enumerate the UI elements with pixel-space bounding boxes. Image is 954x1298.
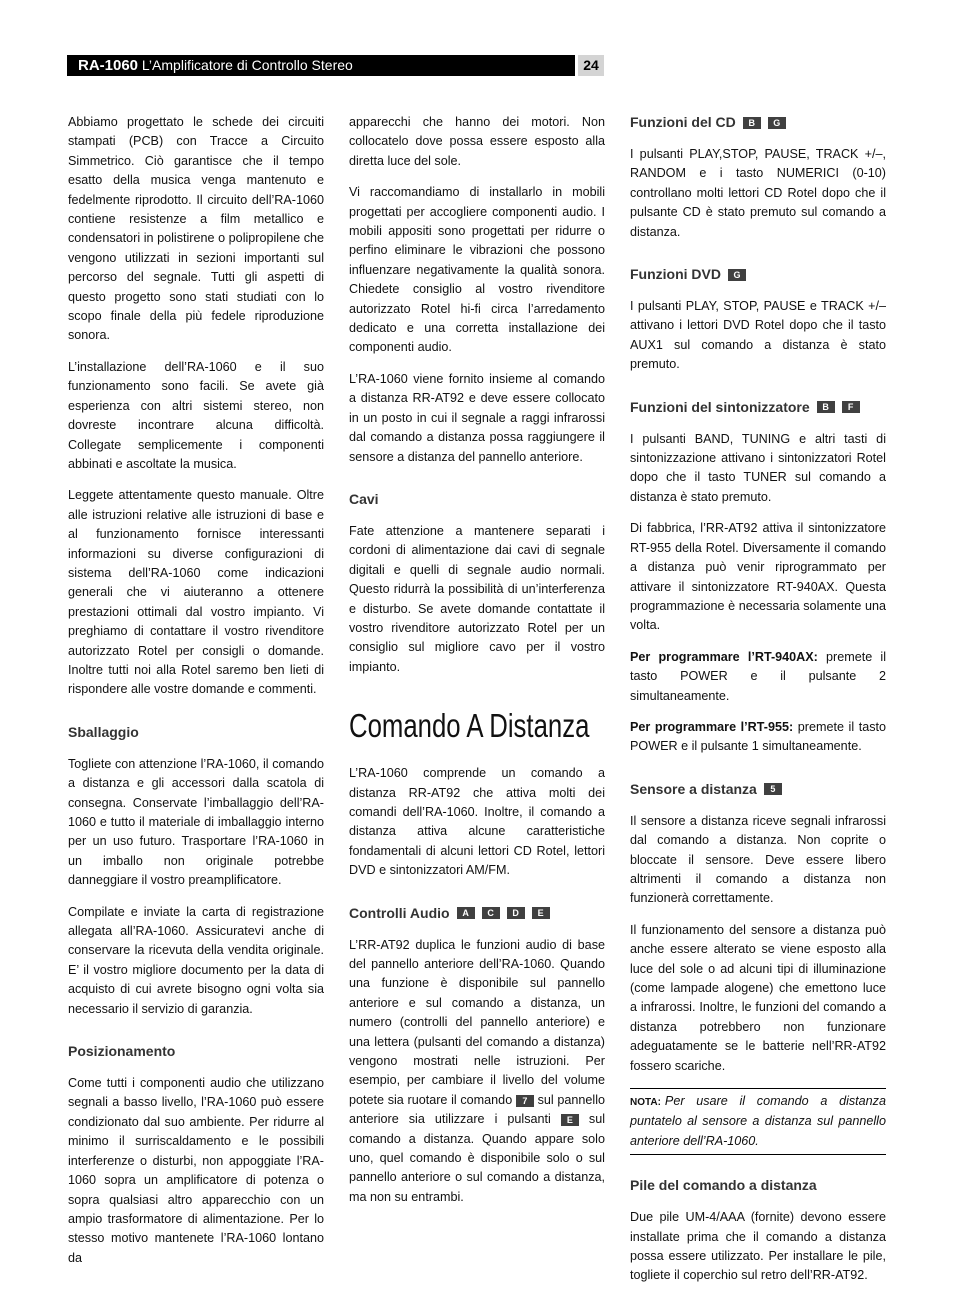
paragraph — [349, 936, 605, 1208]
heading-text: Funzioni DVD — [630, 266, 721, 283]
note-text: Per usare il comando a distanza puntatelo al sensore a distanza sul pannello anteriore dell’RA-1060. — [630, 1094, 886, 1148]
paragraph: Vi raccomandiamo di installarlo in mobili progettati per accogliere componenti audio. I mobili appositi sono progettati per ridurre o perfino eliminare le vibrazioni che possono influenzare negativamente la qualità sonora. Chiedete consiglio al vostro rivenditore autorizzato Rotel hi-fi circa l’arredamento dedicato e una corretta installazione dei componenti audio. — [349, 185, 605, 355]
header-model: RA-1060 — [78, 57, 139, 74]
key-badge: B — [817, 401, 835, 413]
paragraph: Fate attenzione a mantenere separati i cordoni di alimentazione dai cavi di segnale digitali e quelli di segnale audio normali. Questo ridurrà la possibilità di un’interferenza e disturbo. Se avete domande contattate il vostro rivenditore autorizzato Rotel per un consiglio sul migliore cavo per il vostro impianto. — [349, 523, 605, 674]
lead-text: Per programmare l’RT-955: — [630, 719, 794, 734]
note-label: NOTA: — [630, 1097, 661, 1109]
key-badge: C — [482, 907, 500, 919]
paragraph: L’RA-1060 comprende un comando a distanza RR-AT92 che attiva molti dei comandi dell’RA-1060. Inoltre, il comando a distanza attiva alcune caratteristiche fondamentali di alcuni lettori CD Rotel, lettori DVD e sintonizzatori AM/FM. — [349, 766, 605, 878]
paragraph: Compilate e inviate la carta di registrazione allegata all’RA-1060. Assicuratevi anche di conservare la ricevuta della vendita originale. E’ il vostro migliore documento per la data di acquisto di cui avrete bisogno ogni volta sia necessario il servizio di garanzia. — [68, 904, 324, 1016]
heading-cavi — [349, 490, 605, 509]
key-badge: D — [507, 907, 525, 919]
heading-funzioni-sintonizzatore — [630, 398, 886, 417]
heading-funzioni-dvd — [630, 265, 886, 284]
key-badge: G — [728, 269, 746, 281]
paragraph: apparecchi che hanno dei motori. Non collocatelo dove possa essere esposto alla diretta luce del sole. — [349, 115, 605, 168]
key-badge: E — [561, 1114, 579, 1126]
heading-text: Posizionamento — [68, 1043, 176, 1060]
key-badge: E — [532, 907, 550, 919]
key-badge: G — [768, 117, 786, 129]
key-badge: F — [842, 401, 860, 413]
heading-text: Funzioni del CD — [630, 114, 736, 130]
page-number: 24 — [578, 55, 604, 76]
note-box — [630, 1088, 886, 1155]
heading-posizionamento — [68, 1042, 324, 1061]
paragraph: Togliete con attenzione l’RA-1060, il comando a distanza e gli accessori dalla scatola di consegna. Conservate l’imballaggio dell’RA-1060 e tutto il materiale di imballaggio interno per un uso futuro. Trasportare l’RA-1060 in un imballo non originale potrebbe danneggiare il vostro preamplificatore. — [68, 756, 324, 888]
section-title: Comando A Distanza — [349, 707, 590, 745]
key-badge: A — [457, 907, 475, 919]
column-1 — [68, 113, 324, 1280]
paragraph: I pulsanti PLAY, STOP, PAUSE e TRACK +/– attivano i lettori DVD Rotel dopo che il tasto AUX1 sul comando a distanza è stato premuto. — [630, 299, 886, 372]
key-badge: B — [743, 117, 761, 129]
heading-text: Funzioni del sintonizzatore — [630, 398, 810, 415]
heading-text: Controlli Audio — [349, 904, 450, 921]
paragraph: Il funzionamento del sensore a distanza può anche essere alterato se viene esposto alla luce del sole o ad alcuni tipi di illuminazione (come lampade alogene) che emettono luce a infrarossi. Inoltre, le funzioni del comando a distanza potrebbero non funzionare adeguatamente se le batterie nell’RR-AT92 fossero scariche. — [630, 922, 886, 1073]
paragraph: L’RA-1060 viene fornito insieme al comando a distanza RR-AT92 e deve essere collocato in un posto in cui il segnale a raggi infrarossi dal comando a distanza possa raggiungere il sensore a distanza del pannello anteriore. — [349, 371, 605, 464]
paragraph — [630, 718, 886, 757]
paragraph: Due pile UM-4/AAA (fornite) devono essere installate prima che il comando a distanza possa essere utilizzato. Per installare le pile, togliete il coperchio sul retro dell’RR-AT92. — [630, 1210, 886, 1283]
heading-text: Pile del comando a distanza — [630, 1177, 817, 1194]
key-badge: 5 — [764, 783, 782, 795]
paragraph: Come tutti i componenti audio che utilizzano segnali a basso livello, l’RA-1060 può essere condizionato dal suo ambiente. Per ridurre al minimo il surriscaldamento e le possibili interferenze o disturbi, non appoggiate l’RA-1060 sopra un amplificatore di potenza o sopra qualsiasi altro apparecchio con un ampio trasformatore di alimentazione. Per lo stesso motivo mantenete l’RA-1060 lontano da — [68, 1076, 324, 1265]
text-run: premete il tasto POWER e il pulsante 2 simultaneamente. — [630, 649, 887, 703]
text-run: premete il tasto POWER e il pulsante 1 simultaneamente. — [630, 719, 887, 754]
paragraph: I pulsanti PLAY,STOP, PAUSE, TRACK +/–, RANDOM e i tasto NUMERICI (0-10) controllano molti lettori CD Rotel dopo che il pulsante CD è stato premuto sul comando a distanza. — [630, 147, 886, 239]
column-3 — [630, 113, 886, 1298]
text-run: sul pannello anteriore sia utilizzare i pulsanti — [349, 1092, 606, 1127]
text-run: sul comando a distanza. Quando appare solo uno, quel comando è disponibile solo o sul pannello anteriore o sul comando a distanza, ma non su entrambi. — [349, 1112, 605, 1204]
text-run: L’RR-AT92 duplica le funzioni audio di base del pannello anteriore dell’RA-1060. Quando una funzione è disponibile sul pannello anteriore e sul comando a distanza, un numero (controlli del pannello anteriore) e una lettera (pulsanti del comando a distanza) vengono mostrati nelle istruzioni. Per esempio, per cambiare il livello del volume potete sia ruotare il comando — [349, 937, 605, 1107]
heading-controlli-audio — [349, 904, 605, 923]
paragraph: Leggete attentamente questo manuale. Oltre alle istruzioni relative alle istruzioni di base e al funzionamento fornisce interessanti informazioni su diverse configurazioni di sistema dell’RA-1060 come indicazioni generali che vi aiuteranno a ottenere prestazioni ottimali dal vostro impianto. Vi preghiamo di contattare il vostro rivenditore autorizzato Rotel per consigli o domande. Inoltre tutti noi alla Rotel saremo ben lieti di rispondere alle vostre domande e commenti. — [68, 488, 324, 697]
header-title: L’Amplificatore di Controllo Stereo — [141, 57, 353, 73]
heading-sballaggio — [68, 723, 324, 742]
paragraph: Abbiamo progettato le schede dei circuiti stampati (PCB) con Tracce a Circuito Simmetrico. Ciò garantisce che il tempo esatto della musica venga mantenuto e fedelmente riprodotto. Il circuito dell’RA-1060 contiene resistenze a film metallico e condensatori in polistirene o polipropilene che vengono utilizzati in sezioni importanti sul percorso del segnale. Tutti gli aspetti di questo progetto sono stati studiati con lo scopo finale della più fedele riproduzione sonora. — [68, 115, 324, 343]
heading-sensore — [630, 780, 886, 799]
paragraph — [630, 648, 886, 706]
lead-text: Per programmare l’RT-940AX: — [630, 649, 818, 664]
key-badge: 7 — [516, 1095, 534, 1107]
paragraph: Di fabbrica, l’RR-AT92 attiva il sintonizzatore RT-955 della Rotel. Diversamente il comando a distanza può venir riprogrammato per attivare il sintonizzatore RT-940AX. Questa programmazione è necessaria solamente una volta. — [630, 521, 886, 633]
running-header — [78, 55, 353, 76]
paragraph: Il sensore a distanza riceve segnali infrarossi dal comando a distanza. Non coprite o bloccate il sensore. Deve essere libero altrimenti il comando a distanza non funzionerà correttamente. — [630, 813, 886, 906]
heading-text: Sensore a distanza — [630, 780, 757, 797]
heading-text: Cavi — [349, 490, 379, 507]
paragraph: L’installazione dell’RA-1060 e il suo funzionamento sono facili. Se avete già esperienza con altri sistemi stereo, non dovreste incontrare alcuna difficoltà. Collegate semplicemente i componenti abbinati e ascoltate la musica. — [68, 359, 324, 471]
heading-funzioni-cd — [630, 113, 886, 132]
heading-text: Sballaggio — [68, 723, 139, 740]
heading-pile — [630, 1176, 886, 1195]
paragraph: I pulsanti BAND, TUNING e altri tasti di sintonizzazione attivano i sintonizzatori Rotel dopo che il tasto TUNER sul comando a distanza è stato premuto. — [630, 431, 886, 504]
column-2 — [349, 113, 605, 1219]
